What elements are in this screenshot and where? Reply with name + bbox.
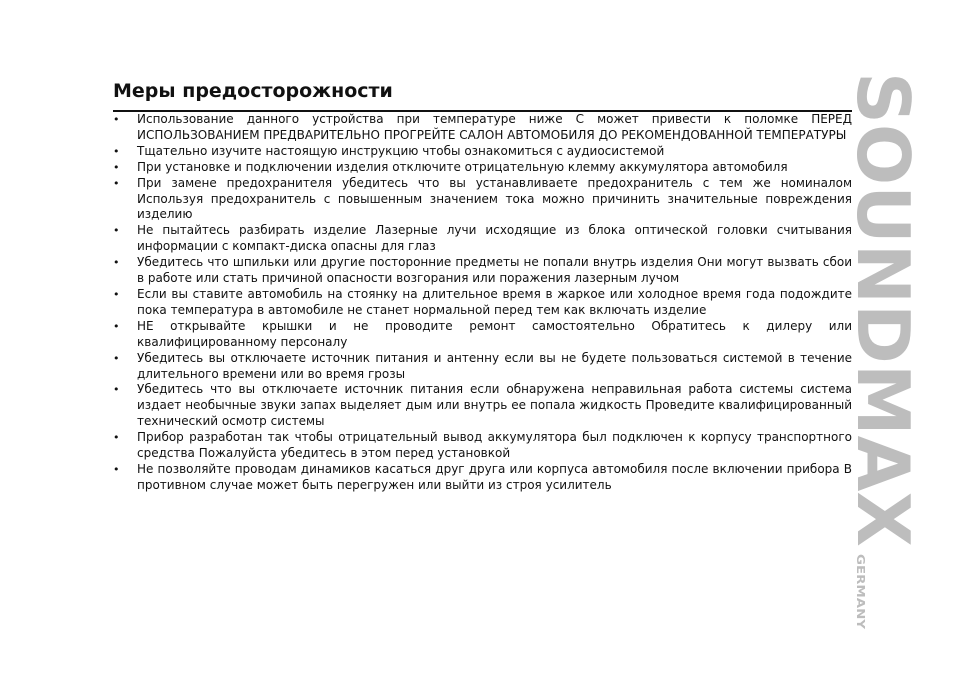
list-item: • НЕ открывайте крышки и не проводите ремонт самостоятельно Обратитесь к дилеру или квалифицированному персоналу xyxy=(113,319,852,351)
brand-subtitle: GERMANY xyxy=(854,554,867,616)
list-item: • Использование данного устройства при температуре ниже С может привести к поломке ПЕРЕД ИСПОЛЬЗОВАНИЕМ ПРЕДВАРИТЕЛЬНО ПРОГРЕЙТЕ САЛОН АВТОМОБИЛЯ ДО РЕКОМЕНДОВАННОЙ ТЕМПЕРАТУРЫ xyxy=(113,112,852,144)
list-item: • Убедитесь что шпильки или другие посторонние предметы не попали внутрь изделия Они могут вызвать сбои в работе или стать причиной опасности возгорания или поражения лазерным лучом xyxy=(113,255,852,287)
brand-logo xyxy=(840,72,930,632)
list-item: • При замене предохранителя убедитесь что вы устанавливаете предохранитель с тем же номиналом Используя предохранитель с повышенным значением тока можно причинить значительные повреждения изделию xyxy=(113,176,852,224)
list-item: • Прибор разработан так чтобы отрицательный вывод аккумулятора был подключен к корпусу транспортного средства Пожалуйста убедитесь в этом перед установкой xyxy=(113,430,852,462)
list-item: • Убедитесь что вы отключаете источник питания если обнаружена неправильная работа системы система издает необычные звуки запах выделяет дым или внутрь ее попала жидкость Проведите квалифицированный технический осмотр системы xyxy=(113,382,852,430)
list-item: • Тщательно изучите настоящую инструкцию чтобы ознакомиться с аудиосистемой xyxy=(113,144,852,160)
brand-name: SOUNDMAX xyxy=(841,72,925,547)
list-item: • Не позволяйте проводам динамиков касаться друг друга или корпуса автомобиля после включении прибора В противном случае может быть перегружен или выйти из строя усилитель xyxy=(113,462,852,494)
list-item: • Не пытайтесь разбирать изделие Лазерные лучи исходящие из блока оптической головки считывания информации с компакт-диска опасны для глаз xyxy=(113,223,852,255)
list-item: • При установке и подключении изделия отключите отрицательную клемму аккумулятора автомобиля xyxy=(113,160,852,176)
list-item: • Убедитесь вы отключаете источник питания и антенну если вы не будете пользоваться системой в течение длительного времени или во время грозы xyxy=(113,351,852,383)
precautions-list xyxy=(113,112,852,494)
page-title: Меры предосторожности xyxy=(113,80,393,102)
list-item: • Если вы ставите автомобиль на стоянку на длительное время в жаркое или холодное время года подождите пока температура в автомобиле не станет нормальной перед тем как включать изделие xyxy=(113,287,852,319)
